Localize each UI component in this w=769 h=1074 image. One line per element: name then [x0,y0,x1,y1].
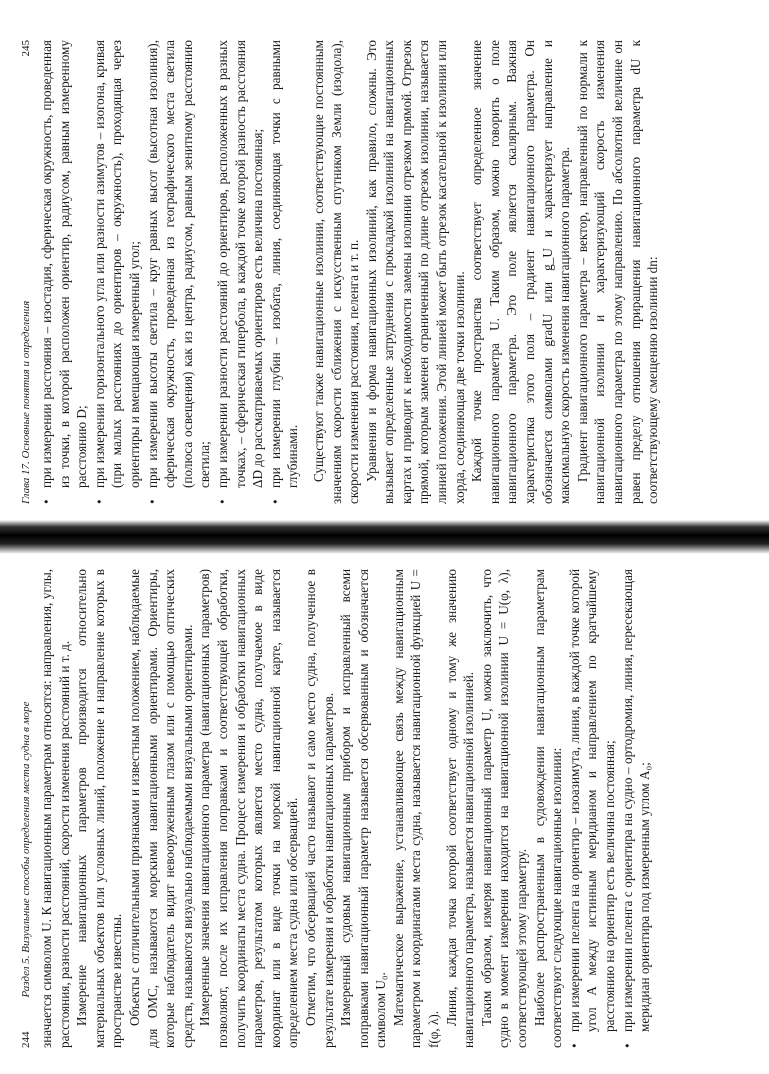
paragraph: Каждой точке пространства соответствует определенное значение навигационного параметра U. Таким образом, можно говорить о поле навигационного параметра. Это поле является скалярным. Важная характеристика этого поля – градиент навигационного параметра. Он обозначается символами gradU или g_U и характеризует направление и максимальную скорость изменения навигационного параметра. [469,40,573,504]
paragraph: Таким образом, измеряя навигационный параметр U, можно заключить, что судно в момент измерения находится на навигационной изолинии U = U(φ, λ), соответствующей этому параметру. [478,569,530,1048]
right-page [0,0,769,524]
bullet-item: • при измерении горизонтального угла или разности азимутов – изогона, кривая (при малых расстояниях до ориентиров – окружность), проходящая через ориентиры и вмещающая измеренный угол; [91,40,144,504]
paragraph: Измерение навигационных параметров производится относительно материальных объектов или условных линий, положение и направление которых в пространстве известны. [74,569,125,1048]
paragraph: значается символом U. К навигационным параметрам относятся: направления, углы, расстояния, разности расстояний, скорости изменения расстояний и т. д. [39,569,72,1048]
paragraph: Объекты с отличительными признаками и известным положением, наблюдаемые для ОМС, называются морскими навигационными ориентирами. Ориентиры, которые наблюдатель видит невооруженным глазом или с помощью оптических средств, называются визуально наблюдаемыми визуальными ориентирами. [126,569,195,1048]
left-page [0,549,769,1074]
bullet-item: • при измерении глубин – изобата, линия, соединяющая точки с равными глубинами. [267,40,302,504]
left-running-head [20,569,32,1048]
paragraph: Измеренный судовым навигационным прибором и исправленный всеми поправками навигационный параметр называется обсервованным и обозначается символом U₀. [338,569,389,1048]
left-page-number: 244 [20,1031,32,1048]
bullet-item: • при измерении пеленга с ориентира на судно – ортодромия, линия, пересекающая меридиан ориентира под измеренным углом A₀; [619,569,654,1048]
bullet-item: • при измерении пеленга на ориентир – изоазимута, линия, в каждой точке которой угол A между истинным меридианом и направлением по кратчайшему расстоянию на ориентир есть величина постоянная; [566,569,619,1048]
paragraph: Уравнения и форма навигационных изолиний, как правило, сложны. Это вызывает определенные затруднения с прокладкой изолиний на навигационных картах и приводит к необходимости замены изолинии отрезком прямой. Отрезок прямой, которым заменен ограниченный по длине отрезок изолинии, называется линией положения. Этой линией может быть отрезок касательной к изолинии или хорда, соединяющая две точки изолинии. [363,40,467,504]
paragraph: Математическое выражение, устанавливающее связь между навигационным параметром и координатами места судна, называется навигационной функцией U = f(φ, λ). [390,569,442,1048]
right-running-title: Глава 17. Основные понятия и определения [20,300,32,504]
bullet-item: • при измерении разности расстояний до ориентиров, расположенных в разных точках, – сферическая гипербола, в каждой точке которой разность расстояния ΔD до рассматриваемых ориентиров есть величина постоянная; [214,40,267,504]
paragraph: Существуют также навигационные изолинии, соответствующие постоянным значениям скорости сближения с искусственным спутником Земли (изодола), скорости изменения расстояния, пеленга и т. п. [310,40,362,504]
paragraph: Градиент навигационного параметра – вектор, направленный по нормали к навигационной изолинии и характеризующий скорость изменения навигационного параметра по этому направлению. По абсолютной величине он равен пределу отношения приращения навигационного параметра dU к соответствующему смещению изолинии dn: [574,40,661,504]
right-page-body [38,40,662,504]
right-page-number: 245 [20,40,32,57]
left-page-body [38,569,654,1048]
right-running-head [20,40,32,504]
bullet-item: • при измерении высоты светила – круг равных высот (высотная изолиния), сферическая окружность, проведенная из географического места светила (полюса освещения) как из центра, радиусом, равным зенитному расстоянию светила; [144,40,214,504]
paragraph: Отметим, что обсервацией часто называют и само место судна, полученное в результате измерения и обработки навигационных параметров. [302,569,336,1048]
bullet-item: • при измерении расстояния – изостадия, сферическая окружность, проведенная из точки, в которой расположен ориентир, радиусом, равным измеренному расстоянию D; [38,40,91,504]
left-running-title: Раздел 5. Визуальные способы определения места судна в море [20,701,32,998]
paragraph: Линия, каждая точка которой соответствует одному и тому же значению навигационного параметра, называется навигационной изолинией. [443,569,477,1048]
paragraph: Наиболее распространенным в судовождении навигационным параметрам соответствуют следующие навигационные изолинии: [531,569,565,1048]
paragraph: Измеренные значения навигационного параметра (навигационных параметров) позволяют, после их исправления поправками и соответствующей обработки, получить координаты места судна. Процесс измерения и обработки навигационных параметров, результатом которых является место судна, получаемое в виде координат или в виде точки на морской навигационной карте, называется определением места судна или обсервацией. [197,569,301,1048]
